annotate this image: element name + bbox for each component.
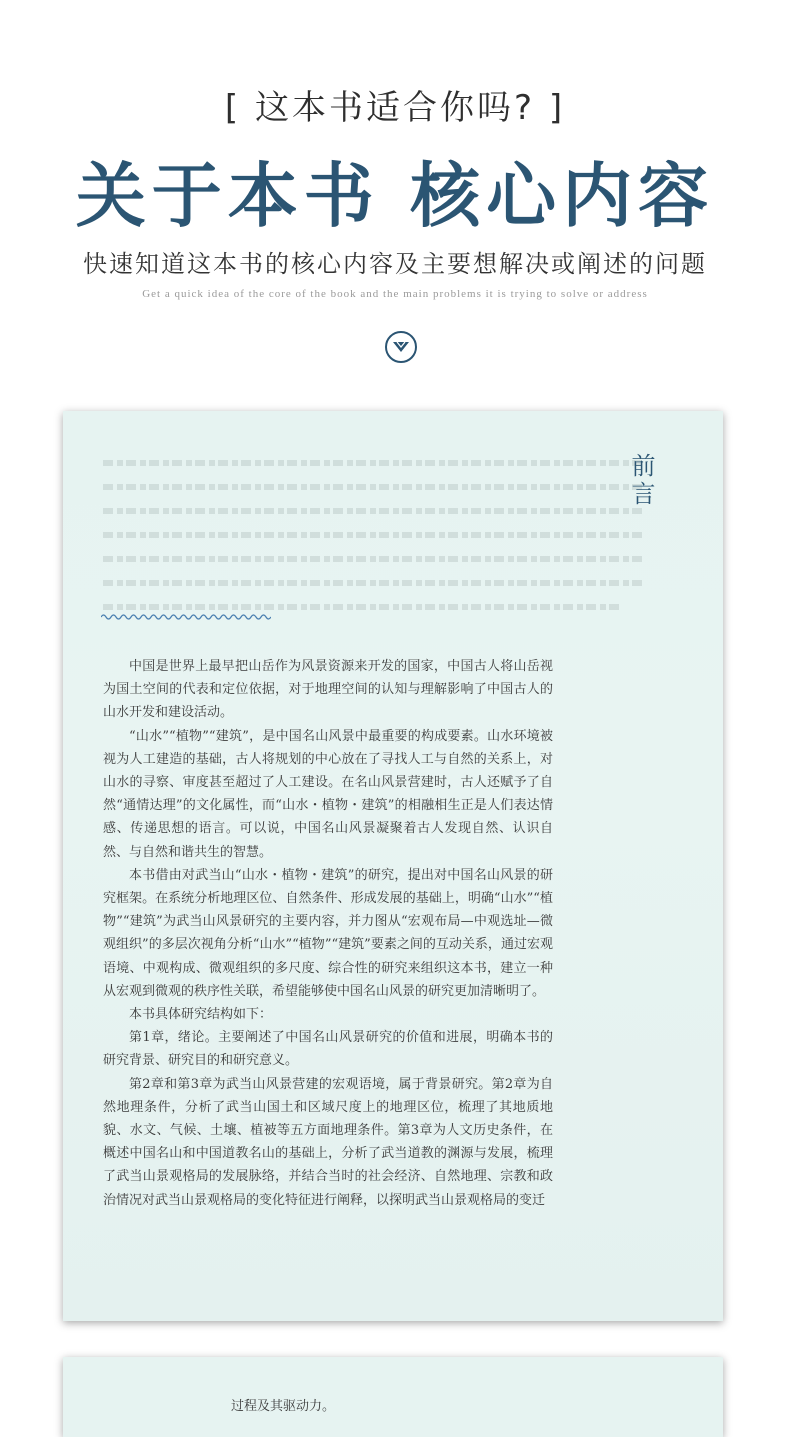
section-subtitle-english: Get a quick idea of the core of the book and the main problems it is trying to solve or address (142, 288, 648, 300)
book-page-scan (63, 411, 723, 1321)
preface-body (103, 655, 553, 1212)
chapter-title: 前言 (627, 453, 655, 509)
paragraph: “山水”“植物”“建筑”，是中国名山风景中最重要的构成要素。山水环境被视为人工建造的基础，古人将规划的中心放在了寻找人工与自然的关系上，对山水的寻察、审度甚至超过了人工建设。在名山风景营建时，古人还赋予了自然“通情达理”的文化属性，而“山水・植物・建筑”的相融相生正是人们表达情感、传递思想的语言。可以说，中国名山风景凝聚着古人发现自然、认识自然、与自然和谐共生的智慧。 (103, 728, 553, 860)
bleed-through-texture (103, 451, 663, 629)
book-page-scan-next (63, 1357, 723, 1437)
paragraph: 第2章和第3章为武当山风景营建的宏观语境，属于背景研究。第2章为自然地理条件，分析了武当山国土和区域尺度上的地理区位，梳理了其地质地貌、水文、气候、土壤、植被等五方面地理条件。第3章为人文历史条件，在概述中国名山和中国道教名山的基础上，分析了武当道教的渊源与发展，梳理了武当山景观格局的发展脉络，并结合当时的社会经济、自然地理、宗教和政治情况对武当山景观格局的变化特征进行阐释，以探明武当山景观格局的变迁 (103, 1076, 553, 1208)
wavy-divider (101, 613, 271, 621)
paragraph: 中国是世界上最早把山岳作为风景资源来开发的国家，中国古人将山岳视为国土空间的代表和定位依据，对于地理空间的认知与理解影响了中国古人的山水开发和建设活动。 (103, 659, 553, 721)
paragraph: 本书借由对武当山“山水・植物・建筑”的研究，提出对中国名山风景的研究框架。在系统分析地理区位、自然条件、形成发展的基础上，明确“山水”“植物”“建筑”为武当山风景研究的主要内容，并力图从“宏观布局—中观选址—微观组织”的多层次视角分析“山水”“植物”“建筑”要素之间的互动关系，通过宏观语境、中观构成、微观组织的多尺度、综合性的研究来组织这本书，建立一种从宏观到微观的秩序性关联，希望能够使中国名山风景的研究更加清晰明了。 (103, 867, 553, 999)
section-title: 关于本书 核心内容 (75, 154, 715, 237)
paragraph: 第1章，绪论。主要阐述了中国名山风景研究的价值和进展，明确本书的研究背景、研究目的和研究意义。 (103, 1030, 553, 1069)
paragraph: 本书具体研究结构如下： (129, 1007, 273, 1023)
paragraph: 过程及其驱动力。 (231, 1399, 336, 1414)
chevron-down-circle-icon[interactable] (384, 330, 418, 364)
header (0, 0, 790, 400)
section-question: [ 这本书适合你吗? ] (224, 88, 566, 128)
section-subtitle: 快速知道这本书的核心内容及主要想解决或阐述的问题 (83, 250, 707, 278)
